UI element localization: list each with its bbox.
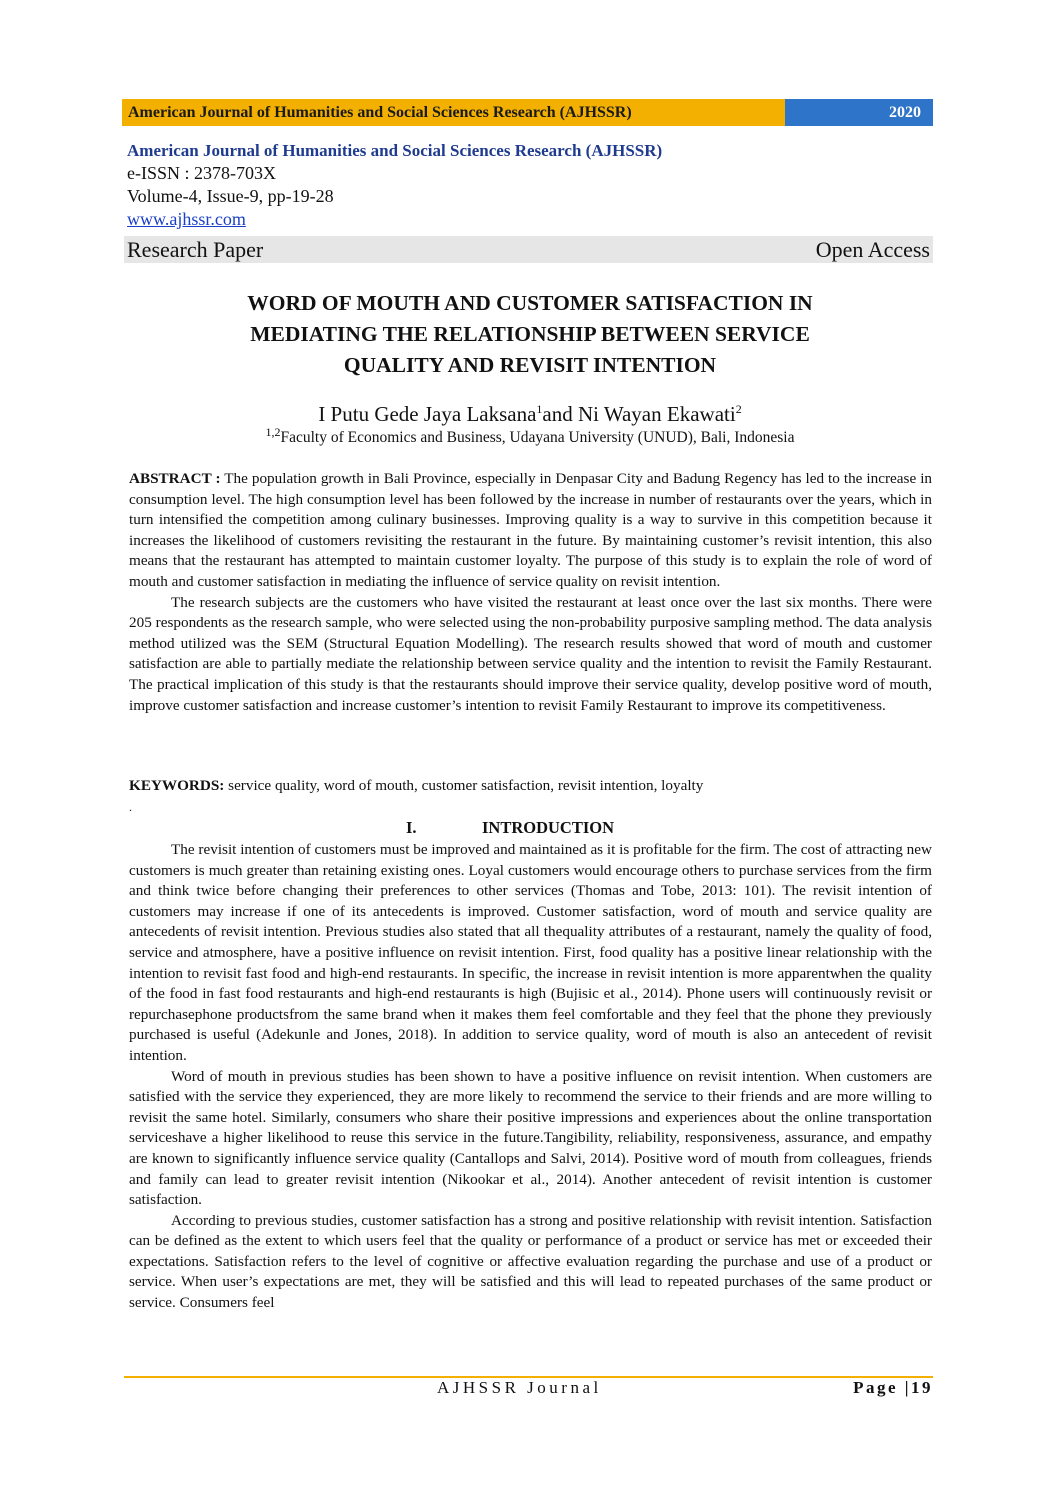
journal-meta	[127, 140, 933, 231]
header-journal-name: American Journal of Humanities and Social Sciences Research (AJHSSR)	[122, 99, 785, 126]
paper-type-bar	[124, 236, 933, 263]
author-name: I Putu Gede Jaya Laksana	[318, 402, 537, 426]
abstract-label: ABSTRACT :	[129, 470, 221, 487]
footer-journal: AJHSSR Journal	[437, 1378, 602, 1397]
intro-paragraph: The revisit intention of customers must be improved and maintained as it is profitable for the firm. The cost of attracting new customers is much greater than retaining existing ones. Loyal customers would encourage others to purchase services from the firm and think twice before changing their preferences to other services (Thomas and Tobe, 2013: 101). The revisit intention of customers may increase if one of its antecedents is improved. Customer satisfaction, word of mouth and service quality are antecedents of revisit intention. Previous studies also stated that all thequality attributes of a restaurant, namely the quality of food, service and atmosphere, have a positive influence on revisit intention. First, food quality has a positive linear relationship with the intention to revisit fast food and high-end restaurants. In specific, the increase in revisit intention is more apparentwhen the quality of the food in fast food restaurants and high-end restaurants is high (Bujisic et al., 2014). Phone users will continuously revisit or repurchasephone productsfrom the same brand when it makes them feel comfortable and they feel that the phone they previously purchased is useful (Adekunle and Jones, 2018). In addition to service quality, word of mouth is also an antecedent of revisit intention.	[129, 841, 932, 1064]
footer-page-number: Page |19	[853, 1378, 933, 1397]
affiliation-text: Faculty of Economics and Business, Udayana University (UNUD), Bali, Indonesia	[280, 429, 795, 447]
stray-dot: .	[129, 800, 132, 814]
intro-paragraph: According to previous studies, customer satisfaction has a strong and positive relationship with revisit intention. Satisfaction can be defined as the extent to which users feel that the quality or performance of a product or service has met or exceeded their expectations. Satisfaction refers to the level of cognitive or affective evaluation regarding the purchase and use of a product or service. When user’s expectations are met, they will be satisfied and this will lead to repeated purchases of the same product or service. Consumers feel	[129, 1211, 932, 1312]
access-type: Open Access	[815, 236, 930, 262]
affiliation	[130, 422, 930, 448]
title-line: QUALITY AND REVISIT INTENTION	[343, 353, 717, 377]
volume-issue: Volume-4, Issue-9, pp-19-28	[127, 186, 334, 206]
author-affil-mark: 2	[735, 402, 742, 416]
journal-header-bar	[122, 99, 933, 126]
intro-paragraph: Word of mouth in previous studies has been shown to have a positive influence on revisit intention. When customers are satisfied with the service they experienced, they are more likely to recommend the service to their friends and are more willing to revisit the same hotel. Similarly, consumers who share their positive impressions and experiences about the online transportation serviceshave a higher likelihood to reuse this service in the future.Tangibility, reliability, responsiveness, assurance, and empathy are known to significantly influence service quality (Cantallops and Salvi, 2014). Positive word of mouth from colleagues, friends and family can lead to greater revisit intention (Nikookar et al., 2014). Another antecedent of revisit intention is customer satisfaction.	[129, 1067, 932, 1209]
abstract	[129, 469, 932, 716]
author-affil-mark: 1	[536, 402, 543, 416]
abstract-paragraph	[129, 469, 932, 593]
section-name: INTRODUCTION	[482, 818, 615, 837]
keywords	[129, 776, 932, 797]
abstract-paragraph: The research subjects are the customers who have visited the restaurant at least once over the last six months. There were 205 respondents as the research sample, who were selected using the non-probability purposive sampling method. The data analysis method utilized was the SEM (Structural Equation Modelling). The research results showed that word of mouth and customer satisfaction are able to partially mediate the relationship between service quality and the intention to revisit the Family Restaurant. The practical implication of this study is that the restaurants should improve their service quality, develop positive word of mouth, improve customer satisfaction and increase customer’s intention to revisit Family Restaurant to improve its competitiveness.	[129, 593, 932, 714]
paper-title	[130, 288, 930, 381]
author-name: and Ni Wayan Ekawati	[542, 402, 736, 426]
keywords-text: service quality, word of mouth, customer satisfaction, revisit intention, loyalty	[224, 777, 704, 794]
introduction-body	[129, 840, 932, 1314]
issn: e-ISSN : 2378-703X	[127, 163, 276, 183]
header-year: 2020	[785, 99, 933, 126]
title-line: WORD OF MOUTH AND CUSTOMER SATISFACTION IN	[247, 291, 813, 315]
affil-mark: 1,2	[265, 425, 281, 439]
abstract-text: The population growth in Bali Province, especially in Denpasar City and Badung Regency has led to the increase in consumption level. The high consumption level has been followed by the increase in number of restaurants over the years, which in turn intensified the competition among culinary businesses. Improving quality is a way to survive in this competition because it increases the likelihood of customers revisiting the restaurant in the future. By maintaining customer’s revisit intention, this also means that the restaurant has attempted to maintain customer loyalty. The purpose of this study is to explain the role of word of mouth and customer satisfaction in mediating the influence of service quality on revisit intention.	[129, 470, 933, 590]
page-footer	[124, 1376, 933, 1400]
journal-title: American Journal of Humanities and Social Sciences Research (AJHSSR)	[127, 141, 663, 160]
keywords-label: KEYWORDS:	[129, 777, 225, 794]
paper-type: Research Paper	[127, 236, 264, 262]
section-number: I.	[406, 818, 417, 837]
title-line: MEDIATING THE RELATIONSHIP BETWEEN SERVICE	[250, 322, 810, 346]
website-link[interactable]: www.ajhssr.com	[127, 209, 246, 229]
